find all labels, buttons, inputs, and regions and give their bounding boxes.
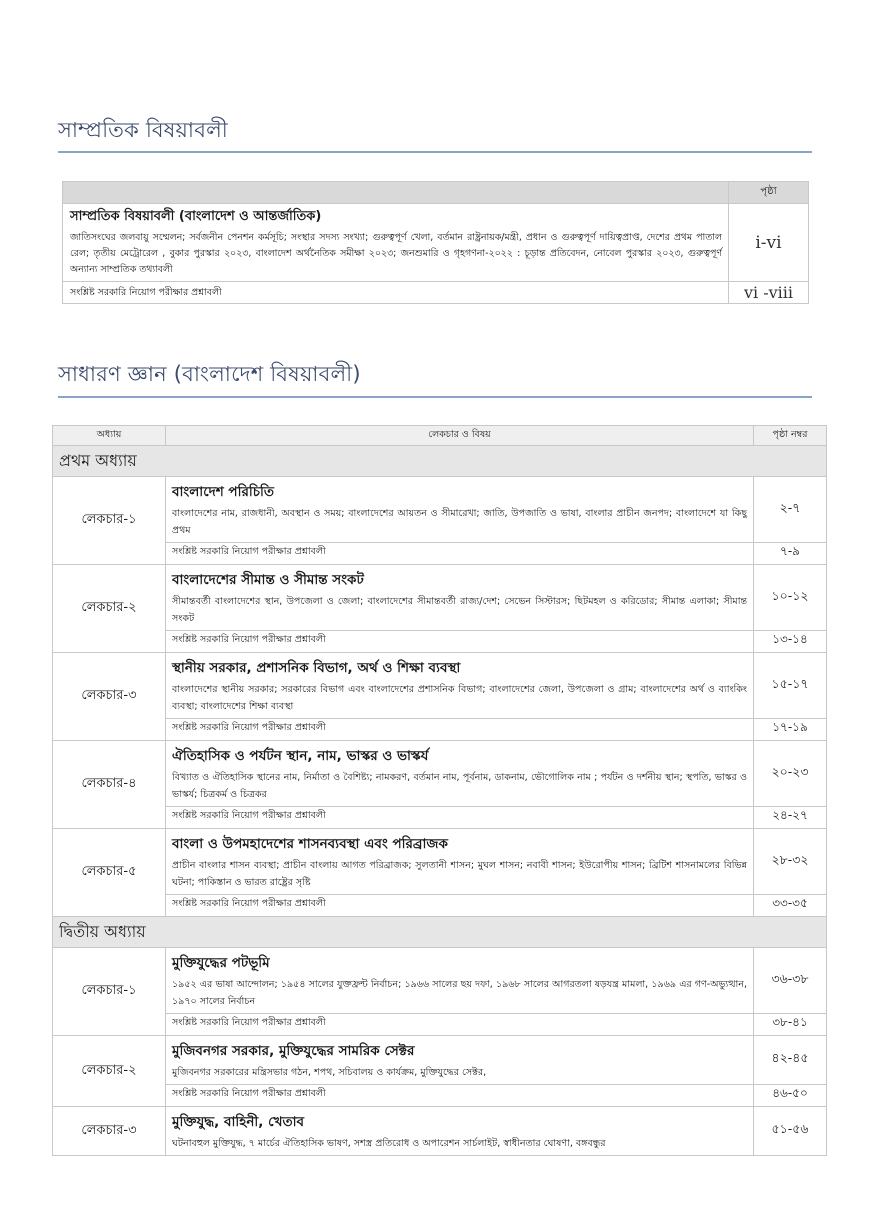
- lecture-description: প্রাচীন বাংলার শাসন ব্যবস্থা; প্রাচীন বাংলায় আগত পরিব্রাজক; সুলতানী শাসন; মুঘল শাসন; নবাবী শাসন; ইউরোপীয় শাসন; ব্রিটিশ শাসনামলের বিভিন্ন ঘটনা; পাকিস্তান ও ভারত রাষ্ট্রের সৃষ্টি: [172, 860, 747, 888]
- lecture-page-range: ২৮-৩২: [754, 829, 827, 895]
- questions-page-range: ২৪-২৭: [754, 807, 827, 829]
- general-knowledge-table: [52, 425, 827, 1156]
- chapter-row: [53, 446, 827, 477]
- questions-label: সংশ্লিষ্ট সরকারি নিয়োগ পরীক্ষার প্রশ্নাবলী: [166, 807, 754, 829]
- questions-page-range: vi -viii: [729, 282, 809, 304]
- table-row: [63, 204, 809, 282]
- lecture-title: মুক্তিযুদ্ধ, বাহিনী, খেতাব: [172, 1114, 305, 1130]
- current-affairs-table: [62, 181, 809, 304]
- lecture-description: বাংলাদেশের স্থানীয় সরকার; সরকারের বিভাগ এবং বাংলাদেশের প্রশাসনিক বিভাগ; বাংলাদেশের জেলা, উপজেলা ও গ্রাম; বাংলাদেশের অর্থ ও ব্যাংকিং ব্যবস্থা; বাংলাদেশের শিক্ষা ব্যবস্থা: [172, 684, 747, 712]
- lecture-topic-cell: [166, 829, 754, 895]
- questions-row: [53, 807, 827, 829]
- lecture-label: লেকচার-৩: [53, 1107, 166, 1156]
- topic-description: জাতিসংঘের জলবায়ু সম্মেলন; সর্বজনীন পেনশন কর্মসূচি; সংস্থার সদস্য সংখ্যা; গুরুত্বপূর্ণ খেলা, বর্তমান রাষ্ট্রনায়ক/মন্ত্রী, প্রধান ও গুরুত্বপূর্ণ দায়িত্বপ্রাপ্ত, দেশের প্রথম পাতাল রেল; তৃতীয় মেট্রোরেল , বুকার পুরস্কার ২০২৩, বাংলাদেশ অর্থনৈতিক সমীক্ষা ২০২৩; জনশুমারি ও গৃহগণনা-২০২২ : চূড়ান্ত প্রতিবেদন, নোবেল পুরস্কার ২০২৩, গুরুত্বপূর্ণ অন্যান্য সাম্প্রতিক তথ্যাবলী: [70, 232, 722, 275]
- header-chapter: অধ্যায়: [53, 426, 166, 446]
- lecture-label: লেকচার-৫: [53, 829, 166, 917]
- topic-title: সাম্প্রতিক বিষয়াবলী (বাংলাদেশ ও আন্তর্জাতিক): [70, 209, 322, 224]
- questions-row: [53, 543, 827, 565]
- lecture-page-range: ৩৬-৩৮: [754, 948, 827, 1014]
- lecture-description: সীমান্তবর্তী বাংলাদেশের স্থান, উপজেলা ও জেলা; বাংলাদেশের সীমান্তবর্তী রাজ্য/দেশ; সেভেন সিস্টারস; ছিটমহল ও করিডোর; সীমান্ত এলাকা; সীমান্ত সংকট: [172, 596, 747, 624]
- lecture-topic-cell: [166, 1107, 754, 1156]
- lecture-label: লেকচার-১: [53, 477, 166, 565]
- lecture-page-range: ৪২-৪৫: [754, 1036, 827, 1085]
- questions-row: [53, 631, 827, 653]
- questions-row: [53, 1014, 827, 1036]
- chapter-title: প্রথম অধ্যায়: [53, 446, 827, 477]
- questions-page-range: ১৩-১৪: [754, 631, 827, 653]
- questions-label: সংশ্লিষ্ট সরকারি নিয়োগ পরীক্ষার প্রশ্নাবলী: [166, 543, 754, 565]
- header-topic: লেকচার ও বিষয়: [166, 426, 754, 446]
- questions-row: [53, 1085, 827, 1107]
- page-range: i-vi: [729, 204, 809, 282]
- section-title-current-affairs: সাম্প্রতিক বিষয়াবলী: [58, 118, 228, 142]
- chapter-title: দ্বিতীয় অধ্যায়: [53, 917, 827, 948]
- questions-label: সংশ্লিষ্ট সরকারি নিয়োগ পরীক্ষার প্রশ্নাবলী: [166, 719, 754, 741]
- questions-page-range: ৭-৯: [754, 543, 827, 565]
- questions-page-range: ৪৬-৫০: [754, 1085, 827, 1107]
- lecture-title: মুক্তিযুদ্ধের পটভূমি: [172, 955, 270, 971]
- lecture-title: ঐতিহাসিক ও পর্যটন স্থান, নাম, ভাস্কর ও ভাস্কর্য: [172, 748, 429, 764]
- lecture-label: লেকচার-২: [53, 1036, 166, 1107]
- lecture-topic-cell: [166, 1036, 754, 1085]
- lecture-description: ঘটনাবহুল মুক্তিযুদ্ধ, ৭ মার্চের ঐতিহাসিক ভাষণ, সশস্ত্র প্রতিরোধ ও অপারেশন সার্চলাইট, স্বাধীনতার ঘোষণা, বঙ্গবন্ধুর: [172, 1138, 606, 1149]
- questions-page-range: ৩৮-৪১: [754, 1014, 827, 1036]
- lecture-row: [53, 565, 827, 631]
- section-title-general-knowledge: সাধারণ জ্ঞান (বাংলাদেশ বিষয়াবলী): [58, 362, 361, 386]
- lecture-page-range: ৫১-৫৬: [754, 1107, 827, 1156]
- questions-label: সংশ্লিষ্ট সরকারি নিয়োগ পরীক্ষার প্রশ্নাবলী: [63, 282, 729, 304]
- table-header-row: [53, 426, 827, 446]
- questions-row: [53, 719, 827, 741]
- lecture-description: ১৯৫২ এর ভাষা আন্দোলন; ১৯৫৪ সালের যুক্তফ্রন্ট নির্বাচন; ১৯৬৬ সালের ছয় দফা, ১৯৬৮ সালের আগরতলা ষড়যন্ত্র মামলা, ১৯৬৯ এর গণ-অভ্যুত্থান, ১৯৭০ সালের নির্বাচন: [172, 979, 747, 1007]
- topic-cell: [63, 204, 729, 282]
- lecture-page-range: ২-৭: [754, 477, 827, 543]
- questions-label: সংশ্লিষ্ট সরকারি নিয়োগ পরীক্ষার প্রশ্নাবলী: [166, 1014, 754, 1036]
- lecture-topic-cell: [166, 653, 754, 719]
- lecture-topic-cell: [166, 565, 754, 631]
- lecture-row: [53, 477, 827, 543]
- section-divider: [58, 151, 812, 153]
- lecture-label: লেকচার-২: [53, 565, 166, 653]
- lecture-row: [53, 948, 827, 1014]
- lecture-page-range: ১০-১২: [754, 565, 827, 631]
- lecture-page-range: ২০-২৩: [754, 741, 827, 807]
- lecture-row: [53, 1036, 827, 1085]
- lecture-topic-cell: [166, 948, 754, 1014]
- questions-label: সংশ্লিষ্ট সরকারি নিয়োগ পরীক্ষার প্রশ্নাবলী: [166, 1085, 754, 1107]
- table-header-row: [63, 182, 809, 204]
- lecture-label: লেকচার-৪: [53, 741, 166, 829]
- questions-row: [53, 895, 827, 917]
- header-page: পৃষ্ঠা নম্বর: [754, 426, 827, 446]
- lecture-row: [53, 653, 827, 719]
- lecture-description: বাংলাদেশের নাম, রাজধানী, অবস্থান ও সময়; বাংলাদেশের আয়তন ও সীমারেখা; জাতি, উপজাতি ও ভাষা, বাংলার প্রাচীন জনপদ; বাংলাদেশে যা কিছু প্রথম: [172, 508, 747, 536]
- lecture-title: স্থানীয় সরকার, প্রশাসনিক বিভাগ, অর্থ ও শিক্ষা ব্যবস্থা: [172, 660, 461, 676]
- lecture-page-range: ১৫-১৭: [754, 653, 827, 719]
- lecture-description: মুজিবনগর সরকারের মন্ত্রিসভার গঠন, শপথ, সচিবালয় ও কার্যক্রম, মুক্তিযুদ্ধের সেক্টর,: [172, 1067, 487, 1078]
- header-blank-cell: [63, 182, 729, 204]
- lecture-title: বাংলা ও উপমহাদেশের শাসনব্যবস্থা এবং পরিব্রাজক: [172, 836, 448, 852]
- questions-label: সংশ্লিষ্ট সরকারি নিয়োগ পরীক্ষার প্রশ্নাবলী: [166, 631, 754, 653]
- lecture-label: লেকচার-৩: [53, 653, 166, 741]
- lecture-title: মুজিবনগর সরকার, মুক্তিযুদ্ধের সামরিক সেক্টর: [172, 1043, 415, 1059]
- lecture-topic-cell: [166, 477, 754, 543]
- questions-label: সংশ্লিষ্ট সরকারি নিয়োগ পরীক্ষার প্রশ্নাবলী: [166, 895, 754, 917]
- header-page: পৃষ্ঠা: [729, 182, 809, 204]
- lecture-title: বাংলাদেশ পরিচিতি: [172, 484, 275, 500]
- lecture-row: [53, 1107, 827, 1156]
- lecture-title: বাংলাদেশের সীমান্ত ও সীমান্ত সংকট: [172, 572, 364, 588]
- questions-page-range: ৩৩-৩৫: [754, 895, 827, 917]
- questions-page-range: ১৭-১৯: [754, 719, 827, 741]
- section-divider: [58, 396, 812, 398]
- lecture-row: [53, 741, 827, 807]
- lecture-row: [53, 829, 827, 895]
- lecture-label: লেকচার-১: [53, 948, 166, 1036]
- chapter-row: [53, 917, 827, 948]
- lecture-topic-cell: [166, 741, 754, 807]
- lecture-description: বিখ্যাত ও ঐতিহাসিক স্থানের নাম, নির্মাতা ও বৈশিষ্ট্য; নামকরণ, বর্তমান নাম, পূর্বনাম, ডাকনাম, ভৌগোলিক নাম ; পর্যটন ও দর্শনীয় স্থান; স্থপতি, ভাস্কর ও ভাস্কর্য; চিত্রকর্ম ও চিত্রকর: [172, 772, 747, 800]
- table-row: [63, 282, 809, 304]
